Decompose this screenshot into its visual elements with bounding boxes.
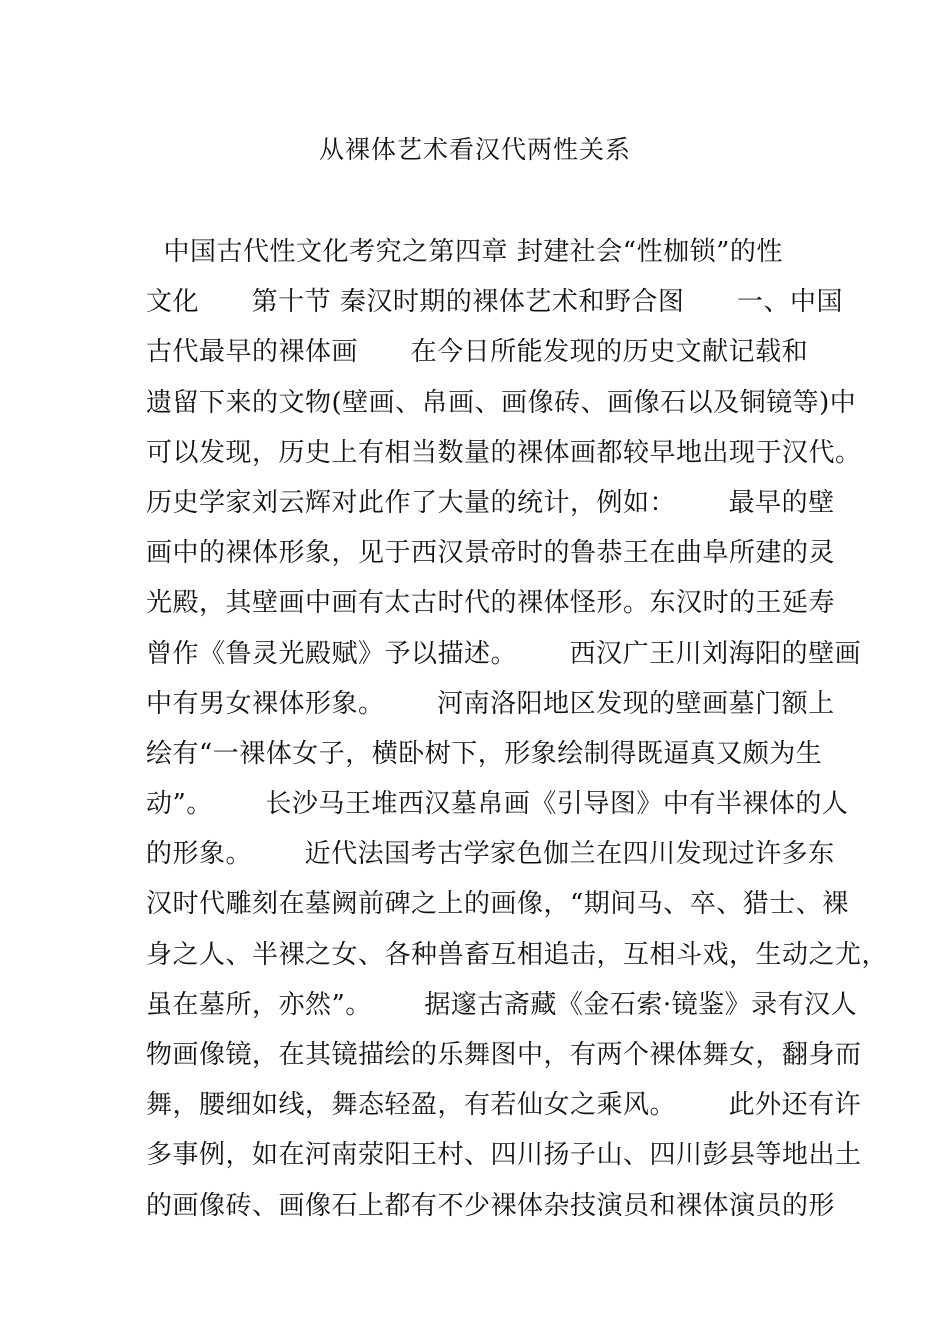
body-line: 的画像砖、画像石上都有不少裸体杂技演员和裸体演员的形 (146, 1190, 836, 1221)
body-line: 动”。 长沙马王堆西汉墓帛画《引导图》中有半裸体的人 (146, 789, 849, 820)
body-line: 绘有“一裸体女子，横卧树下，形象绘制得既逼真又颇为生 (146, 738, 823, 769)
body-line: 多事例，如在河南荥阳王村、四川扬子山、四川彭县等地出土 (146, 1140, 862, 1171)
body-line: 历史学家刘云辉对此作了大量的统计，例如： 最早的壁 (146, 487, 835, 518)
body-line: 古代最早的裸体画 在今日所能发现的历史文献记载和 (146, 337, 809, 368)
document-body (146, 232, 889, 1236)
body-line: 舞，腰细如线，舞态轻盈，有若仙女之乘风。 此外还有许 (146, 1090, 862, 1121)
body-line: 可以发现，历史上有相当数量的裸体画都较早地出现于汉代。 (146, 437, 862, 468)
body-line: 文化 第十节 秦汉时期的裸体艺术和野合图 一、中国 (146, 287, 843, 318)
body-line: 汉时代雕刻在墓阙前碑之上的画像，“期间马、卒、猎士、裸 (146, 889, 849, 920)
body-line: 的形象。 近代法国考古学家色伽兰在四川发现过许多东 (146, 839, 835, 870)
document-title: 从裸体艺术看汉代两性关系 (318, 135, 631, 164)
body-line: 虽在墓所，亦然”。 据邃古斋藏《金石索·镜鉴》录有汉人 (146, 989, 858, 1020)
body-line: 物画像镜，在其镜描绘的乐舞图中，有两个裸体舞女，翻身而 (146, 1040, 862, 1070)
body-line: 遗留下来的文物(壁画、帛画、画像砖、画像石以及铜镜等)中 (146, 387, 857, 418)
body-line: 光殿，其壁画中画有太古时代的裸体怪形。东汉时的王延寿 (146, 588, 836, 619)
body-line: 中有男女裸体形象。 河南洛阳地区发现的壁画墓门额上 (146, 688, 835, 719)
body-line: 曾作《鲁灵光殿赋》予以描述。 西汉广王川刘海阳的壁画 (146, 638, 862, 669)
body-line: 画中的裸体形象，见于西汉景帝时的鲁恭王在曲阜所建的灵 (146, 538, 836, 569)
body-line: 身之人、半裸之女、各种兽畜互相追击，互相斗戏，生动之尤， (146, 939, 889, 970)
body-line: 中国古代性文化考究之第四章 封建社会“性枷锁”的性 (146, 237, 783, 267)
